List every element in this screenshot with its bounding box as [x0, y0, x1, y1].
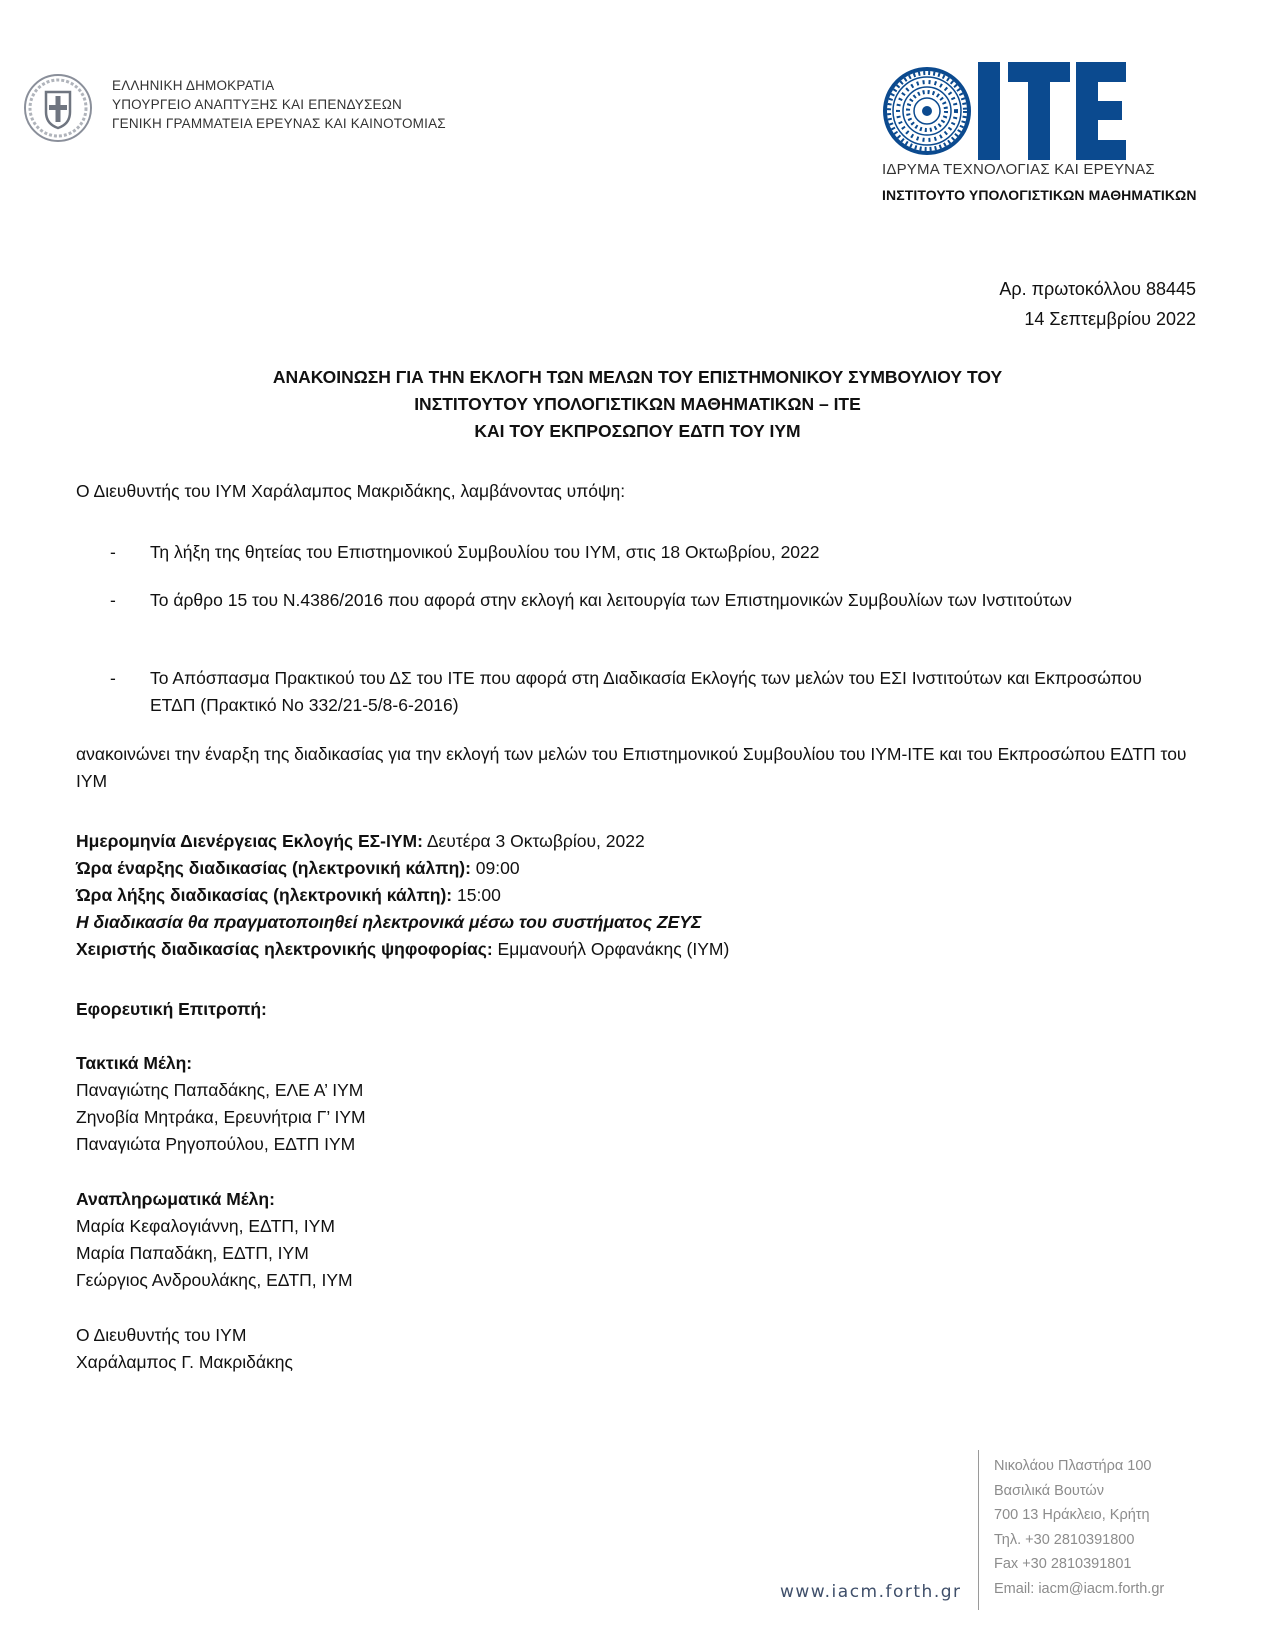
ite-logo-letters [978, 62, 1126, 160]
start-time-value: 09:00 [470, 858, 520, 878]
protocol-number: Αρ. πρωτοκόλλου 88445 [999, 279, 1196, 299]
committee-heading: Εφορευτική Επιτροπή: [76, 999, 267, 1019]
intro-paragraph: Ο Διευθυντής του ΙΥΜ Χαράλαμπος Μακριδάκης, λαμβάνοντας υπόψη: [76, 481, 626, 501]
foundation-name: ΙΔΡΥΜΑ ΤΕΧΝΟΛΟΓΙΑΣ ΚΑΙ ΕΡΕΥΝΑΣ [882, 161, 1155, 178]
election-date-line [76, 828, 729, 855]
address-fax: Fax +30 2810391801 [994, 1556, 1132, 1572]
protocol-date: 14 Σεπτεμβρίου 2022 [1024, 309, 1196, 329]
regular-members-list [76, 1077, 366, 1158]
bullet-dash: - [110, 590, 116, 610]
greek-coat-of-arms-icon [22, 72, 94, 144]
regular-members-heading: Τακτικά Μέλη: [76, 1053, 193, 1073]
address-email[interactable]: Email: iacm@iacm.forth.gr [994, 1580, 1165, 1597]
list-item: Γεώργιος Ανδρουλάκης, ΕΔΤΠ, ΙΥΜ [76, 1270, 353, 1290]
end-time-line [76, 882, 729, 909]
header-line-ministry: ΥΠΟΥΡΓΕΙΟ ΑΝΑΠΤΥΞΗΣ ΚΑΙ ΕΠΕΝΔΥΣΕΩΝ [112, 97, 402, 112]
operator-label: Χειριστής διαδικασίας ηλεκτρονικής ψηφοφορίας: [76, 939, 493, 959]
header-line-republic: ΕΛΛΗΝΙΚΗ ΔΗΜΟΚΡΑΤΙΑ [112, 78, 275, 93]
signature-title: Ο Διευθυντής του ΙΥΜ [76, 1325, 247, 1345]
website-link[interactable]: www.iacm.forth.gr [780, 1582, 962, 1602]
bullet-text: Το άρθρο 15 του Ν.4386/2016 που αφορά στην εκλογή και λειτουργία των Επιστημονικών Συμβουλίων των Ινστιτούτων [150, 590, 1072, 610]
election-date-label: Ημερομηνία Διενέργειας Εκλογής ΕΣ-ΙΥΜ: [76, 831, 423, 851]
electronic-voting-note: Η διαδικασία θα πραγματοποιηθεί ηλεκτρονικά μέσω του συστήματος ΖΕΥΣ [76, 912, 702, 932]
protocol-block [999, 274, 1196, 334]
bullet-dash: - [110, 668, 116, 688]
election-date-value: Δευτέρα 3 Οκτωβρίου, 2022 [422, 831, 645, 851]
list-item: Ζηνοβία Μητράκα, Ερευνήτρια Γ’ ΙΥΜ [76, 1107, 366, 1127]
header-line-secretariat: ΓΕΝΙΚΗ ΓΡΑΜΜΑΤΕΙΑ ΕΡΕΥΝΑΣ ΚΑΙ ΚΑΙΝΟΤΟΜΙΑΣ [112, 116, 446, 131]
institute-name: ΙΝΣΤΙΤΟΥΤΟ ΥΠΟΛΟΓΙΣΤΙΚΩΝ ΜΑΘΗΜΑΤΙΚΩΝ [882, 187, 1197, 203]
title-line-2: ΙΝΣΤΙΤΟΥΤΟΥ ΥΠΟΛΟΓΙΣΤΙΚΩΝ ΜΑΘΗΜΑΤΙΚΩΝ – ΙΤΕ [414, 394, 861, 414]
ministry-header [112, 76, 446, 133]
address-street: Νικολάου Πλαστήρα 100 [994, 1458, 1152, 1474]
title-line-3: ΚΑΙ ΤΟΥ ΕΚΠΡΟΣΩΠΟΥ ΕΔΤΠ ΤΟΥ ΙΥΜ [474, 421, 801, 441]
bullet-text: Τη λήξη της θητείας του Επιστημονικού Συμβουλίου του ΙΥΜ, στις 18 Οκτωβρίου, 2022 [150, 542, 820, 562]
document-title [0, 364, 1275, 445]
title-line-1: ΑΝΑΚΟΙΝΩΣΗ ΓΙΑ ΤΗΝ ΕΚΛΟΓΗ ΤΩΝ ΜΕΛΩΝ ΤΟΥ ΕΠΙΣΤΗΜΟΝΙΚΟΥ ΣΥΜΒΟΥΛΙΟΥ ΤΟΥ [272, 367, 1003, 387]
address-phone: Τηλ. +30 2810391800 [994, 1531, 1135, 1548]
bullet-text: Το Απόσπασμα Πρακτικού του ΔΣ του ΙΤΕ που αφορά στη Διαδικασία Εκλογής των μελών του ΕΣΙ Ινστιτούτων και Εκπροσώπου ΕΤΔΠ (Πρακτικό Νο 332/21-5/8-6-2016) [150, 668, 1142, 715]
address-city: 700 13 Ηράκλειο, Κρήτη [994, 1507, 1150, 1523]
footer-address [994, 1454, 1164, 1601]
bullet-dash: - [110, 542, 116, 562]
signature-name: Χαράλαμπος Γ. Μακριδάκης [76, 1352, 293, 1372]
operator-value: Εμμανουήλ Ορφανάκης (ΙΥΜ) [492, 939, 730, 959]
end-time-label: Ώρα λήξης διαδικασίας (ηλεκτρονική κάλπη): [76, 885, 453, 905]
end-time-value: 15:00 [452, 885, 501, 905]
footer-divider [978, 1450, 979, 1610]
list-item: Παναγιώτα Ρηγοπούλου, ΕΔΤΠ ΙΥΜ [76, 1134, 356, 1154]
phaistos-disc-seal-icon [882, 66, 972, 156]
announcement-paragraph: ανακοινώνει την έναρξη της διαδικασίας για την εκλογή των μελών του Επιστημονικού Συμβουλίου του ΙΥΜ-ΙΤΕ και του Εκπροσώπου ΕΔΤΠ του ΙΥΜ [76, 744, 1187, 791]
start-time-label: Ώρα έναρξης διαδικασίας (ηλεκτρονική κάλπη): [76, 858, 471, 878]
signature-block [76, 1322, 293, 1376]
address-area: Βασιλικά Βουτών [994, 1482, 1104, 1499]
alternate-members-heading: Αναπληρωματικά Μέλη: [76, 1189, 275, 1209]
start-time-line [76, 855, 729, 882]
alternate-members-list [76, 1213, 353, 1294]
list-item: Μαρία Παπαδάκη, ΕΔΤΠ, ΙΥΜ [76, 1243, 309, 1263]
operator-line [76, 936, 729, 963]
list-item: Μαρία Κεφαλογιάννη, ΕΔΤΠ, ΙΥΜ [76, 1216, 335, 1236]
election-details [76, 828, 729, 963]
list-item: Παναγιώτης Παπαδάκης, ΕΛΕ Α’ ΙΥΜ [76, 1080, 364, 1100]
